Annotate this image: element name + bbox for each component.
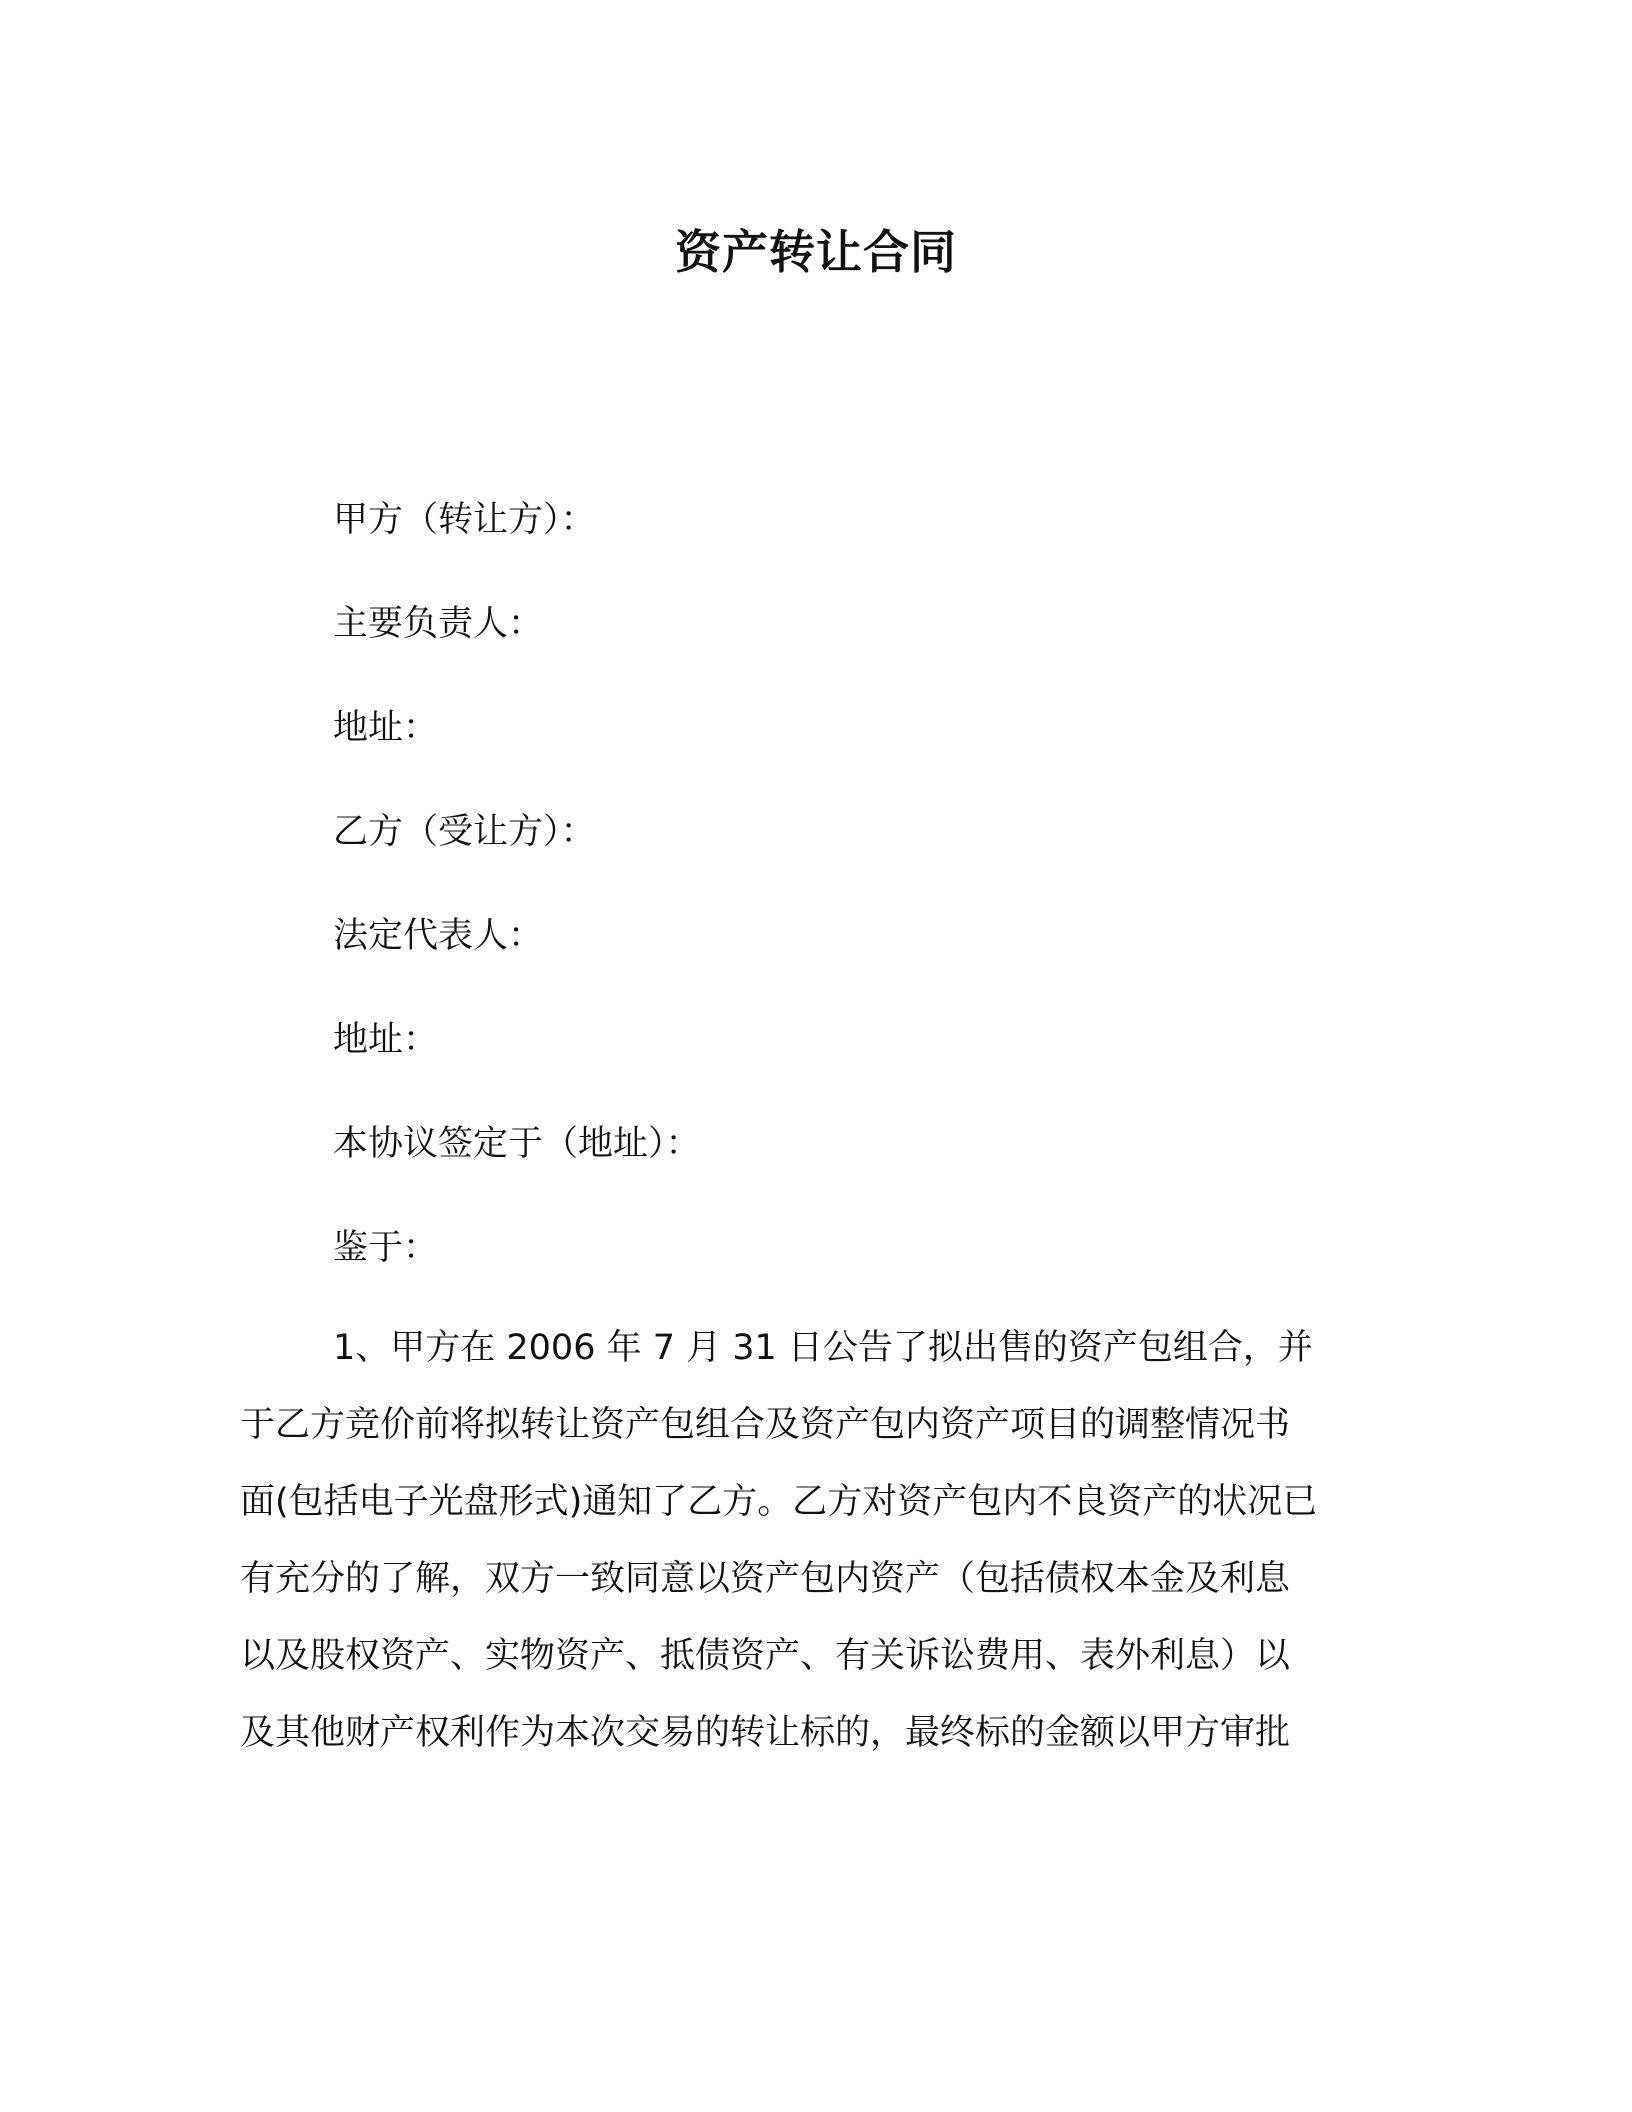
clause-1-line: 面(包括电子光盘形式)通知了乙方。乙方对资产包内不良资产的状况已 [240, 1482, 1318, 1522]
clause-1-paragraph [240, 1318, 1380, 1780]
clause-1-line: 有充分的了解，双方一致同意以资产包内资产（包括债权本金及利息 [240, 1559, 1291, 1599]
party-info-block [333, 490, 1433, 1322]
field-party-b-address: 地址： [333, 1020, 439, 1060]
field-signing-location: 本协议签定于（地址）： [333, 1124, 701, 1164]
clause-1-line: 以及股权资产、实物资产、抵债资产、有关诉讼费用、表外利息）以 [240, 1636, 1291, 1676]
clause-1-line: 及其他财产权利作为本次交易的转让标的，最终标的金额以甲方审批 [240, 1713, 1291, 1753]
field-party-a: 甲方（转让方）： [333, 500, 596, 540]
field-party-a-address: 地址： [333, 708, 439, 748]
clause-1-line: 1、甲方在 2006 年 7 月 31 日公告了拟出售的资产包组合，并 [333, 1328, 1313, 1368]
field-whereas: 鉴于： [333, 1228, 439, 1268]
clause-1-line: 于乙方竞价前将拟转让资产包组合及资产包内资产项目的调整情况书 [240, 1405, 1291, 1445]
field-party-b-legal-rep: 法定代表人： [333, 916, 544, 956]
field-party-a-principal: 主要负责人： [333, 604, 544, 644]
field-party-b: 乙方（受让方）： [333, 812, 596, 852]
document-title: 资产转让合同 [675, 225, 957, 279]
